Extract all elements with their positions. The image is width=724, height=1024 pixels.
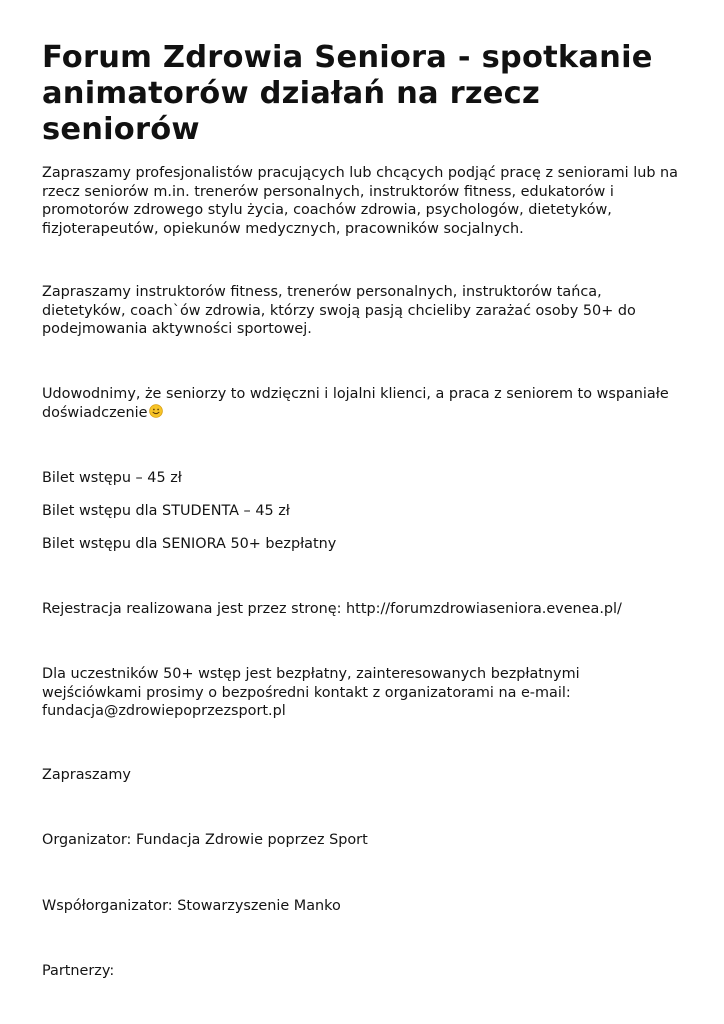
- registration-info: Rejestracja realizowana jest przez stronę: http://forumzdrowiaseniora.evenea.pl/: [42, 601, 622, 617]
- partners-label: Partnerzy:: [42, 963, 115, 979]
- ticket-regular: Bilet wstępu – 45 zł: [42, 470, 182, 486]
- paragraph-instructors: Zapraszamy instruktorów fitness, trenerów personalnych, instruktorów tańca, dietetyków, coach`ów zdrowia, którzy swoją pasją chcieliby zarażać osoby 50+ do podejmowania aktywności sportowej.: [42, 284, 636, 337]
- paragraph-prove-text: Udowodnimy, że seniorzy to wdzięczni i lojalni klienci, a praca z seniorem to wspaniałe doświadczenie: [42, 386, 669, 421]
- coorganizer-text: Współorganizator: Stowarzyszenie Manko: [42, 898, 341, 914]
- organizer-text: Organizator: Fundacja Zdrowie poprzez Sport: [42, 832, 368, 848]
- paragraph-intro: Zapraszamy profesjonalistów pracujących lub chcących podjąć pracę z seniorami lub na rzecz seniorów m.in. trenerów personalnych, instruktorów fitness, edukatorów i promotorów zdrowego stylu życia, coachów zdrowia, psychologów, dietetyków, fizjoterapeutów, opiekunów medycznych, pracowników socjalnych.: [42, 165, 678, 237]
- document-page: [42, 40, 682, 979]
- page-title: Forum Zdrowia Seniora - spotkanie animatorów działań na rzecz seniorów: [42, 40, 653, 147]
- paragraph-prove: [42, 385, 682, 422]
- invite-text: Zapraszamy: [42, 767, 131, 783]
- free-entry-info: Dla uczestników 50+ wstęp jest bezpłatny, zainteresowanych bezpłatnymi wejściówkami prosimy o bezpośredni kontakt z organizatorami na e-mail: fundacja@zdrowiepoprzezsport.pl: [42, 666, 580, 719]
- ticket-senior: Bilet wstępu dla SENIORA 50+ bezpłatny: [42, 536, 337, 552]
- smiley-face-icon: [149, 404, 163, 418]
- ticket-student: Bilet wstępu dla STUDENTA – 45 zł: [42, 503, 290, 519]
